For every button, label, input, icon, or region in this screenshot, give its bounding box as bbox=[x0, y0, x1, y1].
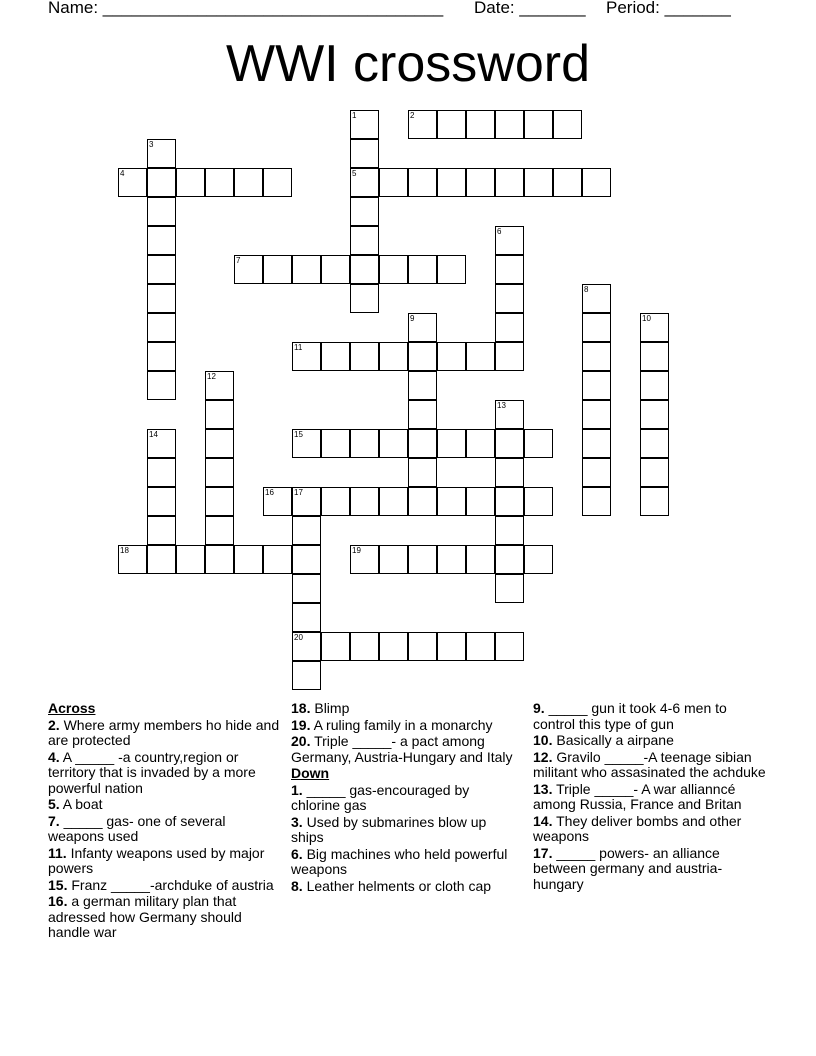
clue-number-label: 18 bbox=[120, 546, 129, 555]
grid-cell[interactable] bbox=[379, 168, 408, 197]
clue-down-8: 8. Leather helments or cloth cap bbox=[291, 877, 492, 894]
clue-number-label: 8 bbox=[584, 285, 589, 294]
clue-number-label: 12 bbox=[207, 372, 216, 381]
grid-cell[interactable] bbox=[379, 255, 408, 284]
clue-across-4: 4. A _____ -a country,region or territory that is invaded by a more powerful nation bbox=[48, 748, 256, 796]
clue-down-10: 10. Basically a airpane bbox=[533, 732, 674, 748]
grid-cell[interactable] bbox=[524, 487, 553, 516]
grid-cell[interactable] bbox=[292, 574, 321, 603]
clue-across-5: 5. A boat bbox=[48, 796, 103, 812]
clue-column-3 bbox=[533, 700, 768, 892]
grid-cell[interactable] bbox=[582, 429, 611, 458]
grid-cell[interactable] bbox=[408, 632, 437, 661]
grid-cell[interactable] bbox=[495, 458, 524, 487]
grid-cell[interactable] bbox=[640, 429, 669, 458]
grid-cell[interactable] bbox=[350, 226, 379, 255]
grid-cell[interactable] bbox=[437, 110, 466, 139]
grid-cell[interactable] bbox=[350, 197, 379, 226]
grid-cell[interactable] bbox=[553, 168, 582, 197]
clue-number-label: 7 bbox=[236, 256, 241, 265]
grid-cell[interactable] bbox=[292, 632, 321, 661]
clue-number-label: 9 bbox=[410, 314, 415, 323]
grid-cell[interactable] bbox=[379, 632, 408, 661]
grid-cell[interactable] bbox=[147, 487, 176, 516]
grid-cell[interactable] bbox=[640, 313, 669, 342]
grid-cell[interactable] bbox=[292, 661, 321, 690]
clue-down-14: 14. They deliver bombs and other weapons bbox=[533, 812, 742, 844]
clue-column-2 bbox=[291, 700, 517, 894]
grid-cell[interactable] bbox=[437, 545, 466, 574]
clue-number-label: 6 bbox=[497, 227, 502, 236]
grid-cell[interactable] bbox=[408, 371, 437, 400]
grid-cell[interactable] bbox=[408, 400, 437, 429]
grid-cell[interactable] bbox=[118, 545, 147, 574]
grid-cell[interactable] bbox=[437, 255, 466, 284]
grid-cell[interactable] bbox=[321, 342, 350, 371]
grid-cell[interactable] bbox=[147, 458, 176, 487]
grid-cell[interactable] bbox=[437, 168, 466, 197]
grid-cell[interactable] bbox=[205, 400, 234, 429]
grid-cell[interactable] bbox=[582, 487, 611, 516]
grid-cell[interactable] bbox=[466, 487, 495, 516]
grid-cell[interactable] bbox=[524, 429, 553, 458]
clue-number-label: 4 bbox=[120, 169, 125, 178]
grid-cell[interactable] bbox=[234, 168, 263, 197]
clue-number-label: 10 bbox=[642, 314, 651, 323]
grid-cell[interactable] bbox=[205, 429, 234, 458]
grid-cell[interactable] bbox=[408, 313, 437, 342]
grid-cell[interactable] bbox=[524, 110, 553, 139]
clue-down-3: 3. Used by submarines blow up ships bbox=[291, 813, 487, 845]
grid-cell[interactable] bbox=[350, 255, 379, 284]
clue-down-12: 12. Gravilo _____-A teenage sibian militant who assasinated the achduke bbox=[533, 748, 766, 780]
grid-cell[interactable] bbox=[350, 284, 379, 313]
clue-across-7: 7. _____ gas- one of several weapons used bbox=[48, 812, 226, 844]
grid-cell[interactable] bbox=[263, 168, 292, 197]
grid-cell[interactable] bbox=[321, 632, 350, 661]
grid-cell[interactable] bbox=[147, 313, 176, 342]
grid-cell[interactable] bbox=[524, 545, 553, 574]
grid-cell[interactable] bbox=[147, 139, 176, 168]
clue-across-11: 11. Infanty weapons used by major powers bbox=[48, 844, 265, 876]
grid-cell[interactable] bbox=[495, 487, 524, 516]
clue-number-label: 15 bbox=[294, 430, 303, 439]
grid-cell[interactable] bbox=[408, 458, 437, 487]
clue-across-15: 15. Franz _____-archduke of austria bbox=[48, 876, 274, 893]
clue-across-19: 19. A ruling family in a monarchy bbox=[291, 716, 493, 733]
grid-cell[interactable] bbox=[582, 458, 611, 487]
grid-cell[interactable] bbox=[582, 313, 611, 342]
grid-cell[interactable] bbox=[292, 255, 321, 284]
grid-cell[interactable] bbox=[205, 516, 234, 545]
grid-cell[interactable] bbox=[292, 516, 321, 545]
clue-number-label: 13 bbox=[497, 401, 506, 410]
grid-cell[interactable] bbox=[495, 313, 524, 342]
period-field-label: Period: _______ bbox=[606, 0, 731, 17]
grid-cell[interactable] bbox=[292, 487, 321, 516]
grid-cell[interactable] bbox=[495, 110, 524, 139]
clue-number-label: 1 bbox=[352, 111, 357, 120]
grid-cell[interactable] bbox=[495, 632, 524, 661]
grid-cell[interactable] bbox=[437, 342, 466, 371]
clue-down-6: 6. Big machines who held powerful weapons bbox=[291, 845, 508, 877]
grid-cell[interactable] bbox=[234, 255, 263, 284]
grid-cell[interactable] bbox=[147, 371, 176, 400]
grid-cell[interactable] bbox=[582, 400, 611, 429]
clue-across-20: 20. Triple _____- a pact among Germany, Austria-Hungary and Italy bbox=[291, 733, 513, 765]
down-heading: Down bbox=[291, 765, 330, 781]
grid-cell[interactable] bbox=[553, 110, 582, 139]
grid-cell[interactable] bbox=[408, 342, 437, 371]
grid-cell[interactable] bbox=[176, 168, 205, 197]
grid-cell[interactable] bbox=[408, 110, 437, 139]
grid-cell[interactable] bbox=[379, 545, 408, 574]
grid-cell[interactable] bbox=[147, 197, 176, 226]
clue-number-label: 3 bbox=[149, 140, 154, 149]
grid-cell[interactable] bbox=[350, 429, 379, 458]
clue-number-label: 19 bbox=[352, 546, 361, 555]
grid-cell[interactable] bbox=[263, 487, 292, 516]
grid-cell[interactable] bbox=[263, 255, 292, 284]
grid-cell[interactable] bbox=[350, 139, 379, 168]
grid-cell[interactable] bbox=[292, 603, 321, 632]
name-field-label: Name: ____________________________________ bbox=[48, 0, 444, 17]
clue-down-17: 17. _____ powers- an alliance between germany and austria-hungary bbox=[533, 844, 723, 892]
grid-cell[interactable] bbox=[582, 371, 611, 400]
grid-cell[interactable] bbox=[466, 110, 495, 139]
grid-cell[interactable] bbox=[205, 487, 234, 516]
grid-cell[interactable] bbox=[495, 342, 524, 371]
grid-cell[interactable] bbox=[234, 545, 263, 574]
grid-cell[interactable] bbox=[205, 458, 234, 487]
page-title: WWI crossword bbox=[226, 35, 590, 93]
grid-cell[interactable] bbox=[118, 168, 147, 197]
grid-cell[interactable] bbox=[408, 255, 437, 284]
grid-cell[interactable] bbox=[495, 168, 524, 197]
grid-cell[interactable] bbox=[495, 516, 524, 545]
grid-cell[interactable] bbox=[205, 545, 234, 574]
clue-across-16: 16. a german military plan that adressed how Germany should handle war bbox=[48, 893, 242, 940]
grid-cell[interactable] bbox=[379, 342, 408, 371]
clue-number-label: 16 bbox=[265, 488, 274, 497]
date-field-label: Date: _______ bbox=[474, 0, 586, 17]
grid-cell[interactable] bbox=[466, 168, 495, 197]
grid-cell[interactable] bbox=[495, 429, 524, 458]
grid-cell[interactable] bbox=[350, 110, 379, 139]
grid-cell[interactable] bbox=[147, 226, 176, 255]
grid-cell[interactable] bbox=[292, 429, 321, 458]
clue-across-2: 2. Where army members ho hide and are protected bbox=[48, 716, 280, 748]
grid-cell[interactable] bbox=[292, 545, 321, 574]
clue-number-label: 17 bbox=[294, 488, 303, 497]
grid-cell[interactable] bbox=[640, 487, 669, 516]
grid-cell[interactable] bbox=[495, 574, 524, 603]
grid-cell[interactable] bbox=[495, 284, 524, 313]
clue-down-1: 1. _____ gas-encouraged by chlorine gas bbox=[291, 781, 470, 813]
grid-cell[interactable] bbox=[437, 632, 466, 661]
grid-cell[interactable] bbox=[321, 487, 350, 516]
clue-down-9: 9. _____ gun it took 4-6 men to control this type of gun bbox=[533, 700, 727, 732]
grid-cell[interactable] bbox=[379, 487, 408, 516]
grid-cell[interactable] bbox=[147, 545, 176, 574]
grid-cell[interactable] bbox=[147, 168, 176, 197]
grid-cell[interactable] bbox=[466, 632, 495, 661]
grid-cell[interactable] bbox=[408, 168, 437, 197]
grid-cell[interactable] bbox=[640, 342, 669, 371]
grid-cell[interactable] bbox=[176, 545, 205, 574]
grid-cell[interactable] bbox=[350, 168, 379, 197]
grid-cell[interactable] bbox=[408, 545, 437, 574]
grid-cell[interactable] bbox=[640, 371, 669, 400]
grid-cell[interactable] bbox=[495, 400, 524, 429]
across-heading: Across bbox=[48, 700, 96, 716]
clue-number-label: 5 bbox=[352, 169, 357, 178]
grid-cell[interactable] bbox=[147, 429, 176, 458]
grid-cell[interactable] bbox=[408, 429, 437, 458]
clue-number-label: 2 bbox=[410, 111, 415, 120]
grid-cell[interactable] bbox=[350, 487, 379, 516]
clue-down-13: 13. Triple _____- A war allianncé among Russia, France and Britan bbox=[533, 780, 742, 812]
grid-cell[interactable] bbox=[321, 429, 350, 458]
grid-cell[interactable] bbox=[408, 487, 437, 516]
clue-number-label: 14 bbox=[149, 430, 158, 439]
clue-column-1 bbox=[48, 700, 280, 941]
grid-cell[interactable] bbox=[466, 545, 495, 574]
grid-cell[interactable] bbox=[437, 487, 466, 516]
grid-cell[interactable] bbox=[640, 458, 669, 487]
grid-cell[interactable] bbox=[582, 284, 611, 313]
grid-cell[interactable] bbox=[205, 371, 234, 400]
grid-cell[interactable] bbox=[263, 545, 292, 574]
clue-number-label: 11 bbox=[294, 343, 303, 352]
grid-cell[interactable] bbox=[205, 168, 234, 197]
grid-cell[interactable] bbox=[147, 516, 176, 545]
grid-cell[interactable] bbox=[466, 342, 495, 371]
grid-cell[interactable] bbox=[147, 342, 176, 371]
grid-cell[interactable] bbox=[350, 342, 379, 371]
grid-cell[interactable] bbox=[495, 545, 524, 574]
clue-number-label: 20 bbox=[294, 633, 303, 642]
grid-cell[interactable] bbox=[437, 429, 466, 458]
grid-cell[interactable] bbox=[350, 632, 379, 661]
grid-cell[interactable] bbox=[524, 168, 553, 197]
grid-cell[interactable] bbox=[582, 342, 611, 371]
grid-cell[interactable] bbox=[466, 429, 495, 458]
grid-cell[interactable] bbox=[321, 255, 350, 284]
grid-cell[interactable] bbox=[292, 342, 321, 371]
grid-cell[interactable] bbox=[640, 400, 669, 429]
grid-cell[interactable] bbox=[147, 255, 176, 284]
grid-cell[interactable] bbox=[350, 545, 379, 574]
grid-cell[interactable] bbox=[495, 255, 524, 284]
clue-across-18: 18. Blimp bbox=[291, 700, 350, 716]
grid-cell[interactable] bbox=[582, 168, 611, 197]
grid-cell[interactable] bbox=[495, 226, 524, 255]
grid-cell[interactable] bbox=[379, 429, 408, 458]
grid-cell[interactable] bbox=[147, 284, 176, 313]
